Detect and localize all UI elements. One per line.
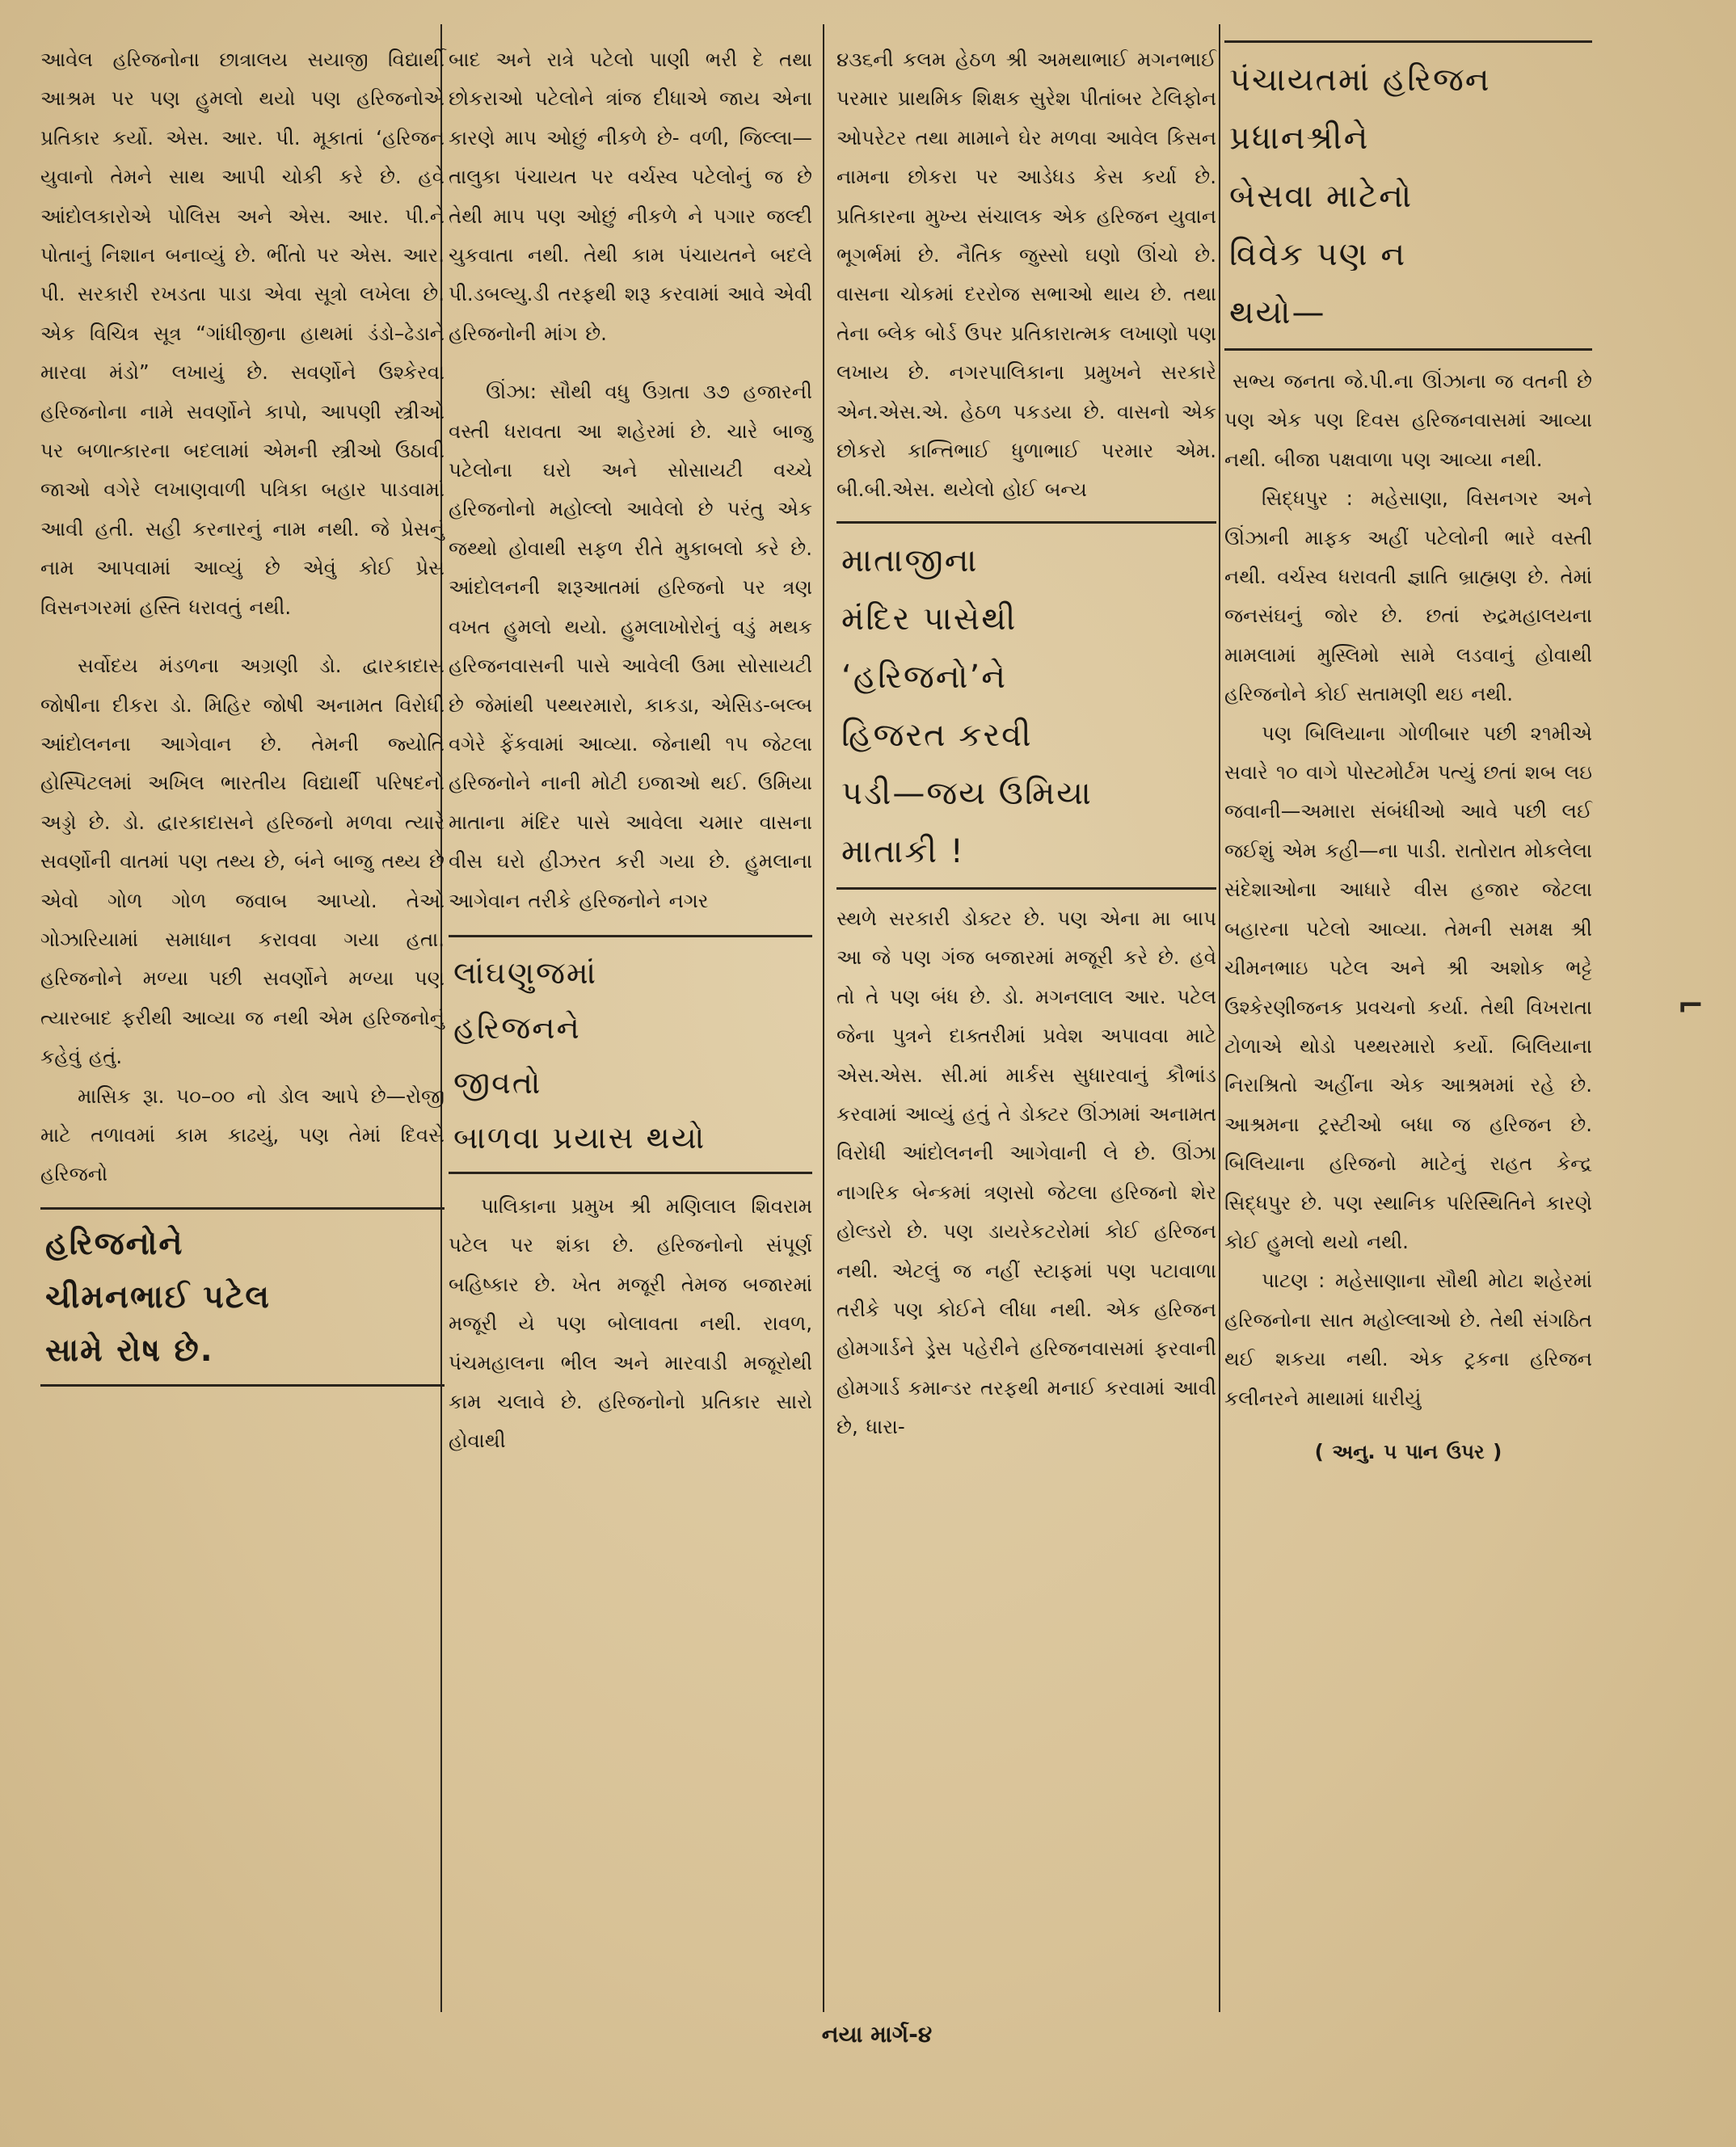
col2-headline-box <box>449 935 812 1174</box>
col1-paragraph-3: માસિક રૂા. ૫૦–૦૦ નો ડોલ આપે છે—રોજી માટે તળાવમાં કામ કાઢયું, પણ તેમાં દિવસે હરિજનો <box>40 1084 445 1186</box>
col1-headline-line-3: સામે રોષ છે. <box>45 1332 214 1369</box>
col4-paragraph-4: પાટણ : મહેસાણાના સૌથી મોટા શહેરમાં હરિજનોના સાત મહોલ્લાઓ છે. તેથી સંગઠિત થઈ શકયા નથી. એક ટ્રકના હરિજન કલીનરને માથામાં ધારીયું <box>1224 1269 1592 1410</box>
col1-headline-line-1: હરિજનોને <box>45 1225 184 1262</box>
col3-headline-line-5: પડી—જય ઉમિયા <box>841 774 1093 812</box>
col1-headline-box <box>40 1207 445 1387</box>
col4-paragraph-3: પણ બિલિયાના ગોળીબાર પછી ૨૧મીએ સવારે ૧૦ વાગે પોસ્ટમોર્ટમ પત્યું છતાં શબ લઇ જવાની—અમારા સંબંધીઓ આવે પછી લઈ જઈશું એમ કહી—ના પાડી. રાતોરાત મોકલેલા સંદેશાઓના આધારે વીસ હજાર જેટલા બહારના પટેલો આવ્યા. તેમની સમક્ષ શ્રી ચીમનભાઇ પટેલ અને શ્રી અશોક ભટ્ટે ઉશ્કેરણીજનક પ્રવચનો કર્યા. તેથી વિખરાતા ટોળાએ થોડો પથ્થરમારો કર્યો. બિલિયાના નિરાશ્રિતો અહીંના એક આશ્રમમાં રહે છે. આશ્રમના ટ્રસ્ટીઓ બધા જ હરિજન છે. બિલિયાના હરિજનો માટેનું રાહત કેન્દ્ર સિદ્ધપુર છે. પણ સ્થાનિક પરિસ્થિતિને કારણે કોઈ હુમલો થયો નથી. <box>1224 721 1592 1253</box>
col4-headline-box <box>1224 40 1592 351</box>
page-footer: નયા માર્ગ-૪ <box>821 2021 933 2048</box>
col3-headline-line-1: માતાજીના <box>841 541 979 579</box>
column-rule-3 <box>1219 24 1220 2012</box>
col4-headline-line-3: બેસવા માટેનો <box>1229 178 1414 215</box>
col1-headline-line-2: ચીમનભાઈ પટેલ <box>45 1278 271 1316</box>
continued-note: ( અનુ. ૫ પાન ઉપર ) <box>1314 1439 1502 1463</box>
col2-headline-line-2: હરિજનને <box>453 1009 581 1046</box>
col3-paragraph-2: સ્થળે સરકારી ડોક્ટર છે. પણ એના મા બાપ આ જે પણ ગંજ બજારમાં મજૂરી કરે છે. હવે તો તે પણ બંધ છે. ડો. મગનલાલ આર. પટેલ જેના પુત્રને દાક્તરીમાં પ્રવેશ અપાવવા માટે એસ.એસ. સી.માં માર્કસ સુધારવાનું કૌભાંડ કરવામાં આવ્યું હતું તે ડોક્ટર ઊંઝામાં અનામત વિરોધી આંદોલનની આગેવાની લે છે. ઊંઝા નાગરિક બેન્કમાં ત્રણસો જેટલા હરિજનો શેર હોલ્ડરો છે. પણ ડાયરેકટરોમાં કોઈ હરિજન નથી. એટલું જ નહીં સ્ટાફમાં પણ પટાવાળા તરીકે પણ કોઈને લીધા નથી. એક હરિજન હોમગાર્ડને ડ્રેસ પહેરીને હરિજનવાસમાં ફરવાની હોમગાર્ડ કમાન્ડર તરફથી મનાઈ કરવામાં આવી છે, ધારા- <box>836 906 1216 1439</box>
col3-headline-line-2: મંદિર પાસેથી <box>841 600 1018 638</box>
column-4 <box>1224 40 1592 1471</box>
col3-headline-line-3: ‘હરિજનો’ને <box>841 658 1008 696</box>
col2-paragraph-3: પાલિકાના પ્રમુખ શ્રી મણિલાલ શિવરામ પટેલ પર શંકા છે. હરિજનોનો સંપૂર્ણ બહિષ્કાર છે. ખેત મજૂરી તેમજ બજારમાં મજૂરી યે પણ બોલાવતા નથી. રાવળ, પંચમહાલના ભીલ અને મારવાડી મજૂરોથી કામ ચલાવે છે. હરિજનોનો પ્રતિકાર સારો હોવાથી <box>449 1193 812 1453</box>
margin-mark: ⌐ <box>1677 987 1704 1025</box>
col4-paragraph-2: સિદ્ધપુર : મહેસાણા, વિસનગર અને ઊંઝાની માફક અહીં પટેલોની ભારે વસ્તી નથી. વર્ચસ્વ ધરાવતી જ્ઞાતિ બ્રાહ્મણ છે. તેમાં જનસંઘનું જોર છે. છતાં રુદ્રમહાલયના મામલામાં મુસ્લિમો સામે લડવાનું હોવાથી હરિજનોને કોઈ સતામણી થઇ નથી. <box>1224 486 1592 706</box>
column-2 <box>449 40 812 1461</box>
col1-paragraph-2: સર્વોદય મંડળના અગ્રણી ડો. દ્વારકાદાસ જોષીના દીકરા ડો. મિહિર જોષી અનામત વિરોધી આંદોલનના આગેવાન છે. તેમની જ્યોતિ હોસ્પિટલમાં અખિલ ભારતીય વિદ્યાર્થી પરિષદનો અડ્ડો છે. ડો. દ્વારકાદાસને હરિજનો મળવા ત્યારે સવર્ણોની વાતમાં પણ તથ્ય છે, બંને બાજુ તથ્ય છે એવો ગોળ ગોળ જવાબ આપ્યો. તેઓ ગોઝારિયામાં સમાધાન કરાવવા ગયા હતા. હરિજનોને મળ્યા પછી સવર્ણોને મળ્યા પણ ત્યારબાદ ફરીથી આવ્યા જ નથી એમ હરિજનોનું કહેવું હતું. <box>40 654 445 1069</box>
col3-headline-box <box>836 521 1216 890</box>
col4-headline-line-5: થયો— <box>1229 294 1326 331</box>
col4-headline-line-4: વિવેક પણ ન <box>1229 236 1407 273</box>
column-1 <box>40 40 445 1387</box>
col4-headline-line-1: પંચાયતમાં હરિજન <box>1229 61 1491 99</box>
column-3 <box>836 40 1216 1447</box>
col2-headline-line-1: લાંઘણુજમાં <box>453 954 598 991</box>
col2-headline-line-4: બાળવા પ્રયાસ થયો <box>453 1119 706 1156</box>
column-rule-2 <box>823 24 824 2012</box>
col2-paragraph-2: ઊંઝા: સૌથી વધુ ઉગ્રતા ૩૭ હજારની વસ્તી ધરાવતા આ શહેરમાં છે. ચારે બાજુ પટેલોના ઘરો અને સોસાયટી વચ્ચે હરિજનોનો મહોલ્લો આવેલો છે પરંતુ એક જથ્થો હોવાથી સફળ રીતે મુકાબલો કરે છે. આંદોલનની શરૂઆતમાં હરિજનો પર ત્રણ વખત હુમલો થયો. હુમલાખોરોનું વડું મથક હરિજનવાસની પાસે આવેલી ઉમા સોસાયટી છે જેમાંથી પથ્થરમારો, કાકડા, એસિડ-બલ્બ વગેરે ફેંકવામાં આવ્યા. જેનાથી ૧૫ જેટલા હરિજનોને નાની મોટી ઇજાઓ થઈ. ઉમિયા માતાના મંદિર પાસે આવેલા ચમાર વાસના વીસ ઘરો હીઝરત કરી ગયા છે. હુમલાના આગેવાન તરીકે હરિજનોને નગર <box>449 380 812 912</box>
col2-headline-line-3: જીવતો <box>453 1064 542 1101</box>
col3-headline-line-4: હિજરત કરવી <box>841 716 1033 754</box>
col4-paragraph-1: સભ્ય જનતા જે.પી.ના ઊંઝાના જ વતની છે પણ એક પણ દિવસ હરિજનવાસમાં આવ્યા નથી. બીજા પક્ષવાળા પણ આવ્યા નથી. <box>1224 369 1592 471</box>
col3-paragraph-1: ૪૩૬ની કલમ હેઠળ શ્રી અમથાભાઈ મગનભાઈ પરમાર પ્રાથમિક શિક્ષક સુરેશ પીતાંબર ટેલિફોન ઓપરેટર તથા મામાને ઘેર મળવા આવેલ કિસન નામના છોકરા પર આડેધડ કેસ કર્યા છે. પ્રતિકારના મુખ્ય સંચાલક એક હરિજન યુવાન ભૂગર્ભમાં છે. નૈતિક જુસ્સો ઘણો ઊંચો છે. વાસના ચોકમાં દરરોજ સભાઓ થાય છે. તથા તેના બ્લેક બોર્ડ ઉપર પ્રતિકારાત્મક લખાણો પણ લખાય છે. નગરપાલિકાના પ્રમુખને સરકારે એન.એસ.એ. હેઠળ પકડયા છે. વાસનો એક છોકરો કાન્તિભાઈ ધુળાભાઈ પરમાર એમ. બી.બી.એસ. થયેલો હોઈ બન્ય <box>836 48 1216 502</box>
col1-paragraph-1: આવેલ હરિજનોના છાત્રાલય સયાજી વિદ્યાર્થી આશ્રમ પર પણ હુમલો થયો પણ હરિજનોએ પ્રતિકાર કર્યો. એસ. આર. પી. મૂકાતાં ‘હરિજન યુવાનો તેમને સાથ આપી ચોકી કરે છે. હવે આંદોલકારોએ પોલિસ અને એસ. આર. પી.ને પોતાનું નિશાન બનાવ્યું છે. ભીંતો પર એસ. આર. પી. સરકારી રખડતા પાડા એવા સૂત્રો લખેલા છે. એક વિચિત્ર સૂત્ર “ગાંધીજીના હાથમાં ડંડો–ઢેડાને મારવા મંડો” લખાયું છે. સવર્ણોને ઉશ્કેરવા હરિજનોના નામે સવર્ણોને કાપો, આપણી સ્ત્રીઓ પર બળાત્કારના બદલામાં એમની સ્ત્રીઓ ઉઠાવી જાઓ વગેરે લખાણવાળી પત્રિકા બહાર પાડવામાં આવી હતી. સહી કરનારનું નામ નથી. જે પ્રેસનું નામ આપવામાં આવ્યું છે એવું કોઈ પ્રેસ વિસનગરમાં હસ્તિ ધરાવતું નથી. <box>40 48 445 619</box>
col2-paragraph-1: બાદ અને રાત્રે પટેલો પાણી ભરી દે તથા છોકરાઓ પટેલોને ત્રાંજ દીધાએ જાય એના કારણે માપ ઓછું નીકળે છે- વળી, જિલ્લા—તાલુકા પંચાયત પર વર્ચસ્વ પટેલોનું જ છે તેથી માપ પણ ઓછું નીકળે ને પગાર જલ્દી ચુકવાતા નથી. તેથી કામ પંચાયતને બદલે પી.ડબલ્યુ.ડી તરફથી શરૂ કરવામાં આવે એવી હરિજનોની માંગ છે. <box>449 48 812 345</box>
col3-headline-line-6: માતાકી ! <box>841 832 965 870</box>
col4-headline-line-2: પ્રધાનશ્રીને <box>1229 120 1370 157</box>
